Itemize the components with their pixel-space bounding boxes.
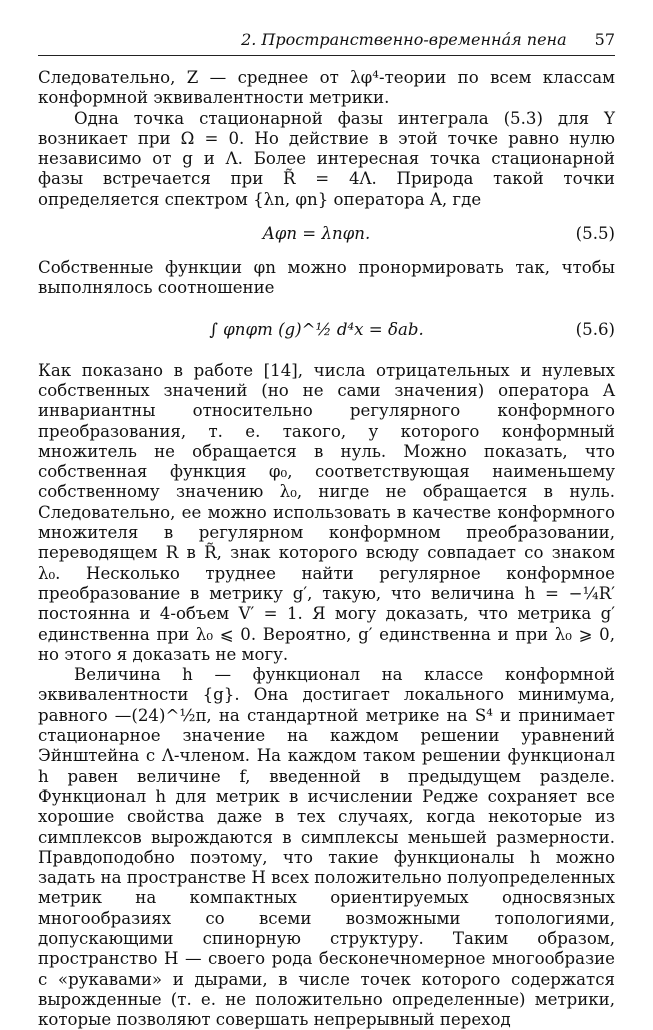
paragraph: Собственные функции φn можно пронормировать так, чтобы выполнялось соотношение	[38, 258, 615, 298]
paragraph: Одна точка стационарной фазы интеграла (5.3) для Y возникает при Ω = 0. Но действие в этой точке равно нулю независимо от g и Λ. Более интересная точка стационарной фазы встречается при R̃ = 4Λ. Природа такой точки определяется спектром {λn, φn} оператора A, где	[38, 108, 615, 209]
paragraph: Следовательно, Z — среднее от λφ⁴-теории по всем классам конформной эквивалентности метрики.	[38, 68, 615, 108]
equation-formula: Aφn = λnφn.	[262, 224, 371, 244]
page-number: 57	[594, 30, 615, 49]
equation-5-5	[38, 210, 615, 258]
body-text	[38, 68, 615, 1030]
running-header-title: 2. Пространственно-временна́я пена	[241, 30, 567, 49]
running-header	[60, 30, 615, 52]
equation-formula: ∫ φnφm (g)^½ d⁴x = δab.	[209, 319, 424, 339]
equation-number: (5.6)	[575, 319, 615, 339]
paragraph: Как показано в работе [14], числа отрицательных и нулевых собственных значений (но не сами значения) оператора A инвариантны относительно регулярного конформного преобразования, т. е. такого, у которого конформный множитель не обращается в нуль. Можно показать, что собственная функция φ₀, соответствующая наименьшему собственному значению λ₀, нигде не обращается в нуль. Следовательно, ее можно использовать в качестве конформного множителя в регулярном конформном преобразовании, переводящем R в R̃, знак которого всюду совпадает со знаком λ₀. Несколько труднее найти регулярное конформное преобразование в метрику g′, такую, что величина h = −¼R′ постоянна и 4-объем V′ = 1. Я могу доказать, что метрика g′ единственна при λ₀ ⩽ 0. Вероятно, g′ единственна и при λ₀ ⩾ 0, но этого я доказать не могу.	[38, 360, 615, 664]
equation-5-6	[38, 299, 615, 361]
paragraph: Величина h — функционал на классе конформной эквивалентности {g}. Она достигает локального минимума, равного —(24)^½π, на стандартной метрике на S⁴ и принимает стационарное значение на каждом решении уравнений Эйнштейна с Λ-членом. На каждом таком решении функционал h равен величине f, введенной в предыдущем разделе. Функционал h для метрик в исчислении Редже сохраняет все хорошие свойства даже в тех случаях, когда некоторые из симплексов вырождаются в симплексы меньшей размерности. Правдоподобно поэтому, что такие функционалы h можно задать на пространстве H всех положительно полуопределенных метрик на компактных ориентируемых односвязных многообразиях со всеми возможными топологиями, допускающими спинорную структуру. Таким образом, пространство H — своего рода бесконечномерное многообразие с «рукавами» и дырами, в числе точек которого содержатся вырожденные (т. е. не положительно определенные) метрики, которые позволяют совершать непрерывный переход	[38, 665, 615, 1030]
header-rule	[38, 55, 615, 56]
equation-number: (5.5)	[575, 224, 615, 244]
